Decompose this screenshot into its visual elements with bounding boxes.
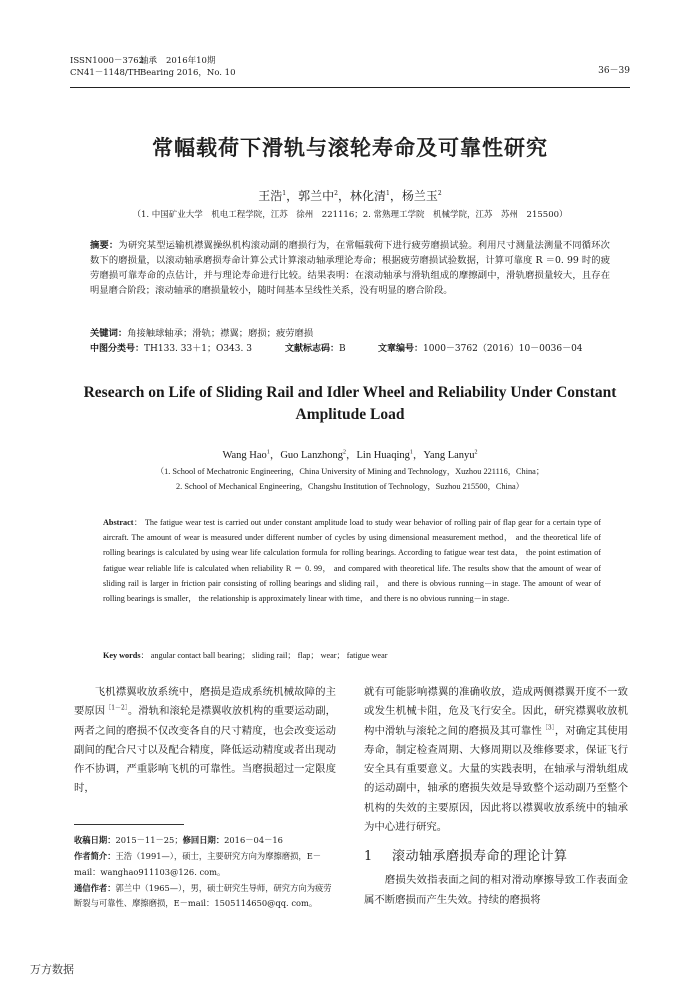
body-paragraph (74, 683, 336, 799)
cn-number: CN41－1148/TH (70, 68, 141, 78)
abstract-label-cn: 摘要： (90, 240, 119, 251)
section-heading (364, 841, 628, 871)
clc-label: 中图分类号： (90, 344, 145, 354)
affiliation-en-line-2: 2. School of Mechanical Engineering，Changshu Institution of Technology，Suzhou 215500，China） (176, 482, 524, 491)
keywords-text-cn: 角接触球轴承；滑轨；襟翼；磨损；疲劳磨损 (127, 328, 314, 339)
author-sup: 1 (266, 449, 270, 456)
citation: ［1－2］ (105, 704, 128, 712)
journal-name-en: Bearing 2016，No. 10 (140, 68, 236, 78)
abstract-label-en: Abstract (103, 518, 134, 527)
footnote-corresponding (74, 881, 336, 912)
body-right-column (364, 683, 628, 910)
author-name: 郭兰中 (298, 189, 335, 203)
keywords-text-en: ： angular contact ball bearing； sliding rail； flap； wear； fatigue wear (140, 651, 388, 660)
author-name-en: Wang Hao (222, 450, 267, 461)
body-paragraph: 磨损失效指表面之间的相对滑动摩擦导致工作表面金属不断磨损而产生失效。持续的磨损将 (364, 874, 628, 906)
body-text: 就有可能影响襟翼的准确收放，造成两侧襟翼开度不一致或发生机械卡阻，危及飞行安全。因此，研究襟翼收放机构中滑轨与滚轮之间的磨损及其可靠性 (364, 686, 628, 737)
footnote-author (74, 849, 336, 880)
received-date: 2015－11－25； (115, 835, 183, 845)
author-bio: 王浩（1991—），硕士，主要研究方向为摩擦磨损，E－mail：wanghao911103@126. com。 (74, 851, 322, 877)
article-number-label: 文章编号： (378, 344, 424, 354)
body-text: ，对确定其使用寿命，制定检查周期、大修周期以及维修要求，保证飞行安全具有重要意义。大量的实践表明，在轴承与滑轨组成的运动副中，轴承的磨损失效是导致整个运动副乃至整个机构的失效的主要原因，因此将以襟翼收放系统中的轴承为中心进行研究。 (364, 724, 629, 834)
author-sup: 2 (334, 190, 338, 197)
source-watermark: 万方数据 (30, 963, 74, 976)
abstract-en (103, 515, 601, 606)
footnote-rule (74, 824, 184, 825)
authors-cn: 王浩$^1$，郭兰中$^2$，林化清$^1$，杨兰玉$^2$ (258, 189, 442, 203)
clc-value: TH133. 33＋1；O343. 3 (144, 344, 252, 354)
author-name-en: Yang Lanyu (423, 450, 475, 461)
corresponding-label: 通信作者： (74, 882, 116, 893)
issue-cn: 2016年10期 (166, 56, 216, 66)
author-name: 杨兰玉 (401, 189, 438, 203)
footnote-dates (74, 833, 336, 848)
body-text: 飞机襟翼收放系统中，磨损是造成系统机械故障的主要原因 (74, 686, 336, 718)
author-name-en: Guo Lanzhong (280, 450, 344, 461)
doc-code-value: B (339, 344, 346, 354)
keywords-label-cn: 关键词： (90, 328, 128, 339)
author-name-en: Lin Huaqing (356, 450, 410, 461)
header-rule (70, 87, 630, 88)
author-sup: 1 (409, 449, 413, 456)
title-en: Research on Life of Sliding Rail and Idler Wheel and Reliability Under Constant Amplitude Load (83, 384, 617, 423)
author-name: 王浩 (258, 189, 283, 203)
article-number-value: 1000－3762（2016）10－0036－04 (423, 344, 583, 354)
author-sup: 2 (343, 449, 347, 456)
abstract-text-en: ： The fatigue wear test is carried out under constant amplitude load to study wear behavior of rolling pair of flap gear for a certain type of aircraft. The amount of wear is measured under different number of cycles by using dimensional measurement method， and the theoretical life of rolling bearings is calculated by using wear life calculation formula for rolling bearings. According to fatigue wear test data， the point estimation of fatigue wear reliable life is calculated when reliability R ＝ 0. 99， and compared with theoretical life. The results show that the amount of wear of sliding rail is larger in friction pair consisting of rolling bearings and sliding rail， and there is obvious running－in stage. The amount of wear of rolling bearings is smaller， the relationship is approximately linear with time， and there is no obvious running－in stage. (103, 518, 601, 604)
author-sup: 1 (386, 190, 390, 197)
abstract-text-cn: 为研究某型运输机襟翼操纵机构滚动副的磨损行为，在常幅载荷下进行疲劳磨损试验。利用尺寸测量法测量不同循环次数下的磨损量，以滚动轴承磨损寿命计算公式计算滚动轴承理论寿命；根据疲劳磨损试验数据，计算可靠度 R ＝0. 99 时的疲劳磨损可靠寿命的点估计，并与理论寿命进行比较。结果表明：在滚动轴承与滑轨组成的摩擦副中，滑轨磨损量较大，且存在明显磨合阶段；滚动轴承的磨损量较小，随时间基本呈线性关系，没有明显的磨合阶段。 (90, 240, 610, 296)
body-text: 。滑轨和滚轮是襟翼收放机构的重要运动副，两者之间的磨损不仅改变各自的尺寸精度，也会改变运动副间的配合尺寸以及配合精度，降低运动精度或者出现动作不协调，严重影响飞机的可靠性。当磨损超过一定限度时， (74, 705, 337, 795)
issn: ISSN1000－3762 (70, 56, 145, 66)
section-title: 滚动轴承磨损寿命的理论计算 (392, 848, 568, 864)
authors-en: Wang Hao$^1$，Guo Lanzhong$^2$，Lin Huaqing$^1$，Yang Lanyu$^2$ (222, 449, 478, 461)
doc-code-label: 文献标志码： (285, 344, 340, 354)
revised-date: 2016－04－16 (224, 835, 283, 845)
author-sup: 1 (282, 190, 287, 197)
section-number: 1 (364, 848, 373, 864)
page-range: 36－39 (598, 66, 630, 76)
affiliation-en (0, 464, 700, 494)
body-paragraph (364, 683, 628, 837)
received-label: 收稿日期： (74, 835, 116, 845)
author-sup: 2 (474, 449, 478, 456)
corresponding-bio: 郭兰中（1965—），男，硕士研究生导师，研究方向为疲劳断裂与可靠性、摩擦磨损，E－mail：1505114650@qq. com。 (74, 882, 332, 909)
header-line-2 (70, 67, 630, 79)
running-header (70, 55, 630, 85)
journal-name-cn: 轴承 (140, 56, 158, 66)
header-line-1 (70, 55, 630, 67)
citation: ［3］ (541, 724, 555, 732)
revised-label: 修回日期： (182, 835, 225, 845)
body-left-column (74, 683, 336, 799)
keywords-en (103, 650, 601, 661)
classification-line (90, 342, 610, 356)
affiliation-cn: （1. 中国矿业大学 机电工程学院，江苏 徐州 221116；2. 常熟理工学院 机械学院，江苏 苏州 215500） (132, 210, 568, 220)
author-sup: 2 (437, 190, 442, 197)
abstract-cn (90, 238, 610, 298)
author-name: 林化清 (350, 189, 387, 203)
author-bio-label: 作者简介： (74, 851, 116, 862)
keywords-label-en: Key words (103, 651, 141, 660)
affiliation-en-line-1: （1. School of Mechatronic Engineering，China University of Mining and Technology，Xuzhou 221116，China； (155, 467, 545, 476)
footnotes (74, 833, 336, 912)
keywords-cn (90, 327, 610, 341)
title-cn: 常幅载荷下滑轨与滚轮寿命及可靠性研究 (152, 135, 548, 160)
